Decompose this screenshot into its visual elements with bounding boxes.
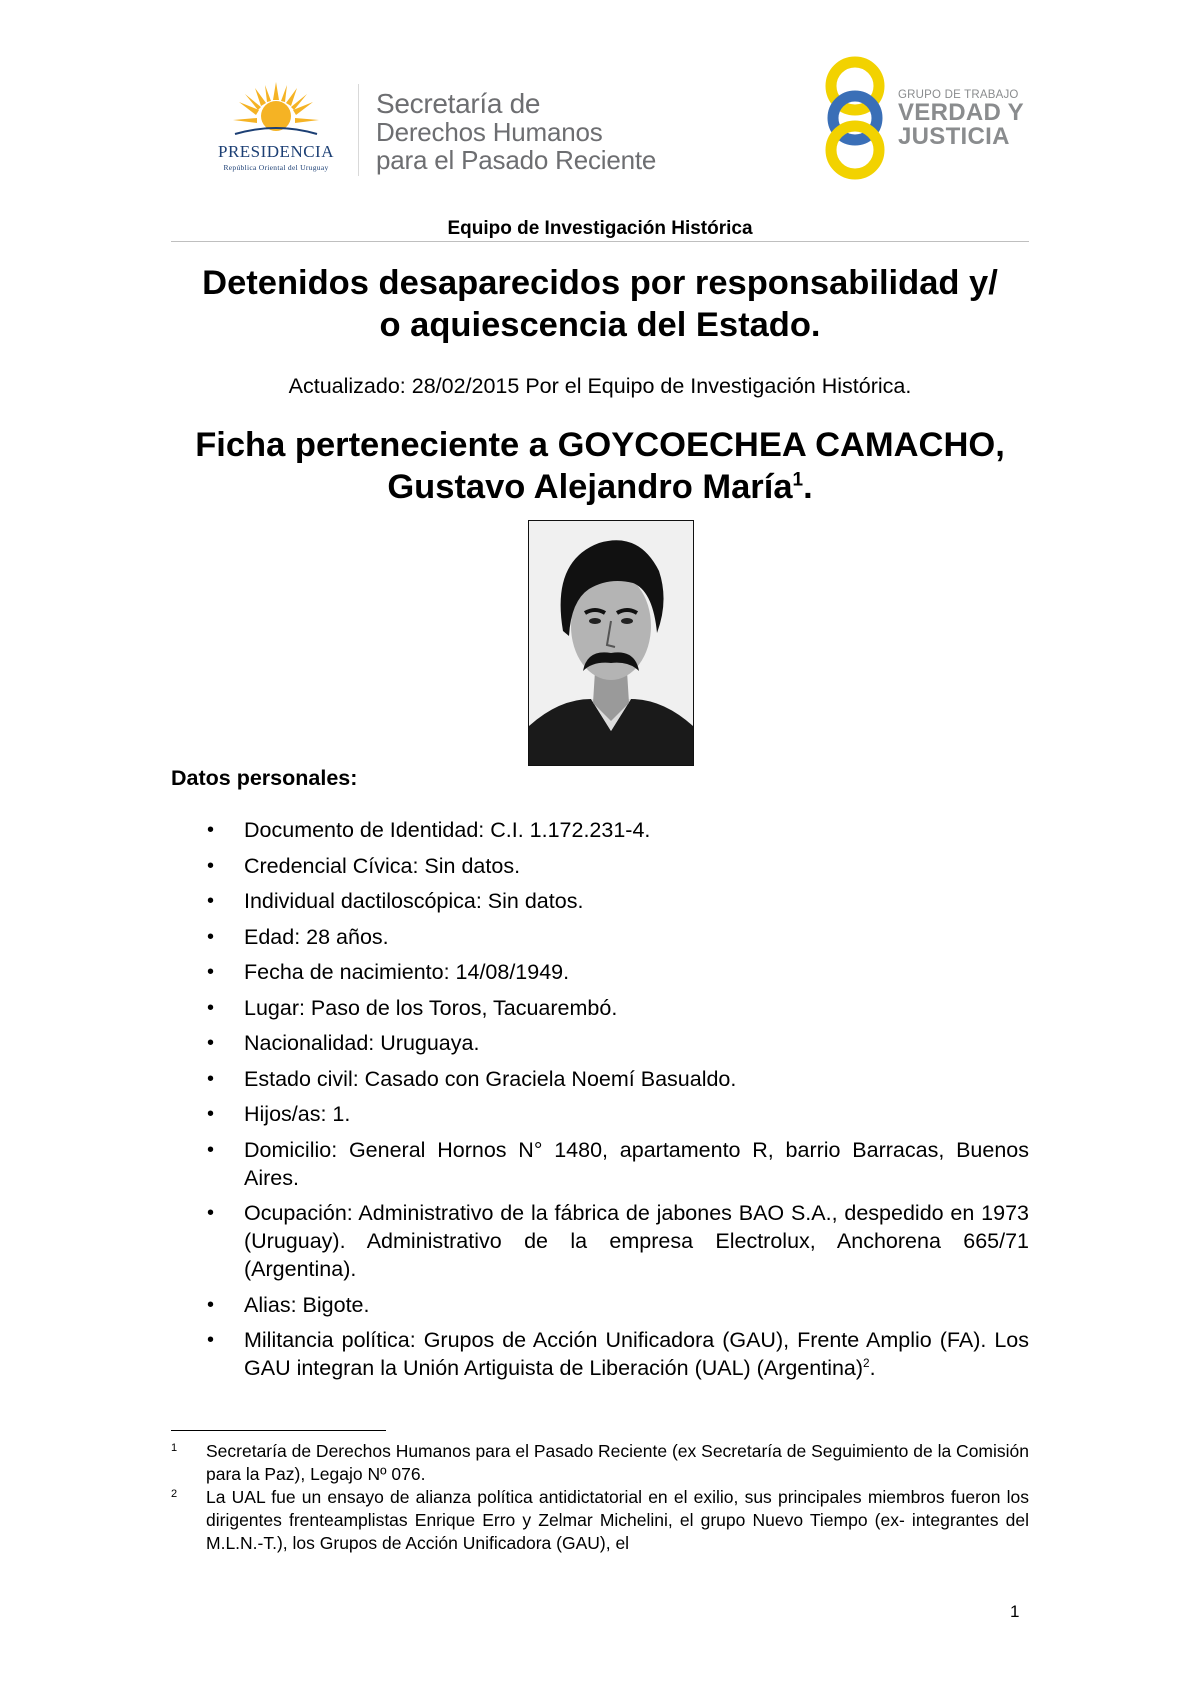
- bullet: •: [207, 854, 215, 877]
- secretaria-logo-text: [376, 90, 656, 174]
- ficha-period: .: [803, 468, 813, 506]
- footnote-ref-2[interactable]: 2: [863, 1355, 870, 1370]
- secretaria-line-3: para el Pasado Reciente: [376, 145, 657, 175]
- footnote-1: [171, 1440, 1029, 1486]
- updated-note: Actualizado: 28/02/2015 Por el Equipo de Investigación Histórica.: [288, 374, 912, 398]
- footnote-ref-1[interactable]: 1: [792, 469, 804, 491]
- list-item: [171, 1199, 1029, 1283]
- list-item-text: Lugar: Paso de los Toros, Tacuarembó.: [244, 995, 618, 1020]
- bullet: •: [207, 1138, 215, 1161]
- bullet: •: [207, 1067, 215, 1090]
- title-line-1: Detenidos desaparecidos por responsabilidad y/: [202, 264, 998, 302]
- list-item-text: Fecha de nacimiento: 14/08/1949.: [244, 960, 570, 984]
- footnote-number: 1: [171, 1442, 178, 1454]
- team-heading: Equipo de Investigación Histórica: [447, 218, 753, 239]
- title-line-2: o aquiescencia del Estado.: [379, 306, 821, 344]
- list-item-text: Individual dactiloscópica: Sin datos.: [244, 889, 584, 913]
- bullet: •: [207, 819, 215, 841]
- footnotes: [171, 1440, 1029, 1555]
- footnote-text: La UAL fue un ensayo de alianza política antidictatorial en el exilio, sus principales miembros fueron los dirigentes frenteamplistas Enrique Erro y Zelmar Michelini, el grupo Nuevo Tiempo (ex- integrantes del M.L.N.-T.), los Grupos de Acción Unificadora (GAU), el: [206, 1487, 1029, 1553]
- list-item-text: Estado civil: Casado con Graciela Noemí Basualdo.: [244, 1066, 737, 1091]
- bullet: •: [207, 1329, 215, 1351]
- personal-data-list: [171, 816, 1029, 1390]
- grupo-line-1: GRUPO DE TRABAJO: [898, 89, 1019, 101]
- list-item: [171, 994, 1029, 1022]
- bullet: •: [207, 1293, 215, 1316]
- list-item: [171, 958, 1029, 986]
- document-title: [171, 262, 1029, 346]
- list-item-text: Ocupación: Administrativo de la fábrica de jabones BAO S.A., despedido en 1973 (Uruguay). Administrativo de la empresa Electrolux, Anchorena 665/71 (Argentina).: [244, 1201, 1029, 1281]
- bullet: •: [207, 1032, 215, 1054]
- ficha-line-2: [171, 466, 1029, 508]
- portrait-photo: [528, 520, 694, 766]
- footnote-2: [171, 1486, 1029, 1555]
- presidencia-name: PRESIDENCIA: [217, 142, 334, 161]
- footnote-text: Secretaría de Derechos Humanos para el Pasado Reciente (ex Secretaría de Seguimiento de la Comisión para la Paz), Legajo Nº 076.: [206, 1441, 1029, 1484]
- personal-data-heading: Datos personales:: [171, 766, 358, 790]
- grupo-line-2: VERDAD Y: [898, 99, 1024, 126]
- footnote-number: 2: [171, 1488, 178, 1500]
- bullet: •: [207, 961, 215, 983]
- list-item: [171, 923, 1029, 951]
- presidencia-subtitle: República Oriental del Uruguay: [223, 163, 329, 172]
- grupo-line-3: JUSTICIA: [898, 123, 1010, 150]
- header-divider: [358, 84, 359, 176]
- list-item: [171, 816, 1029, 844]
- ficha-name: Gustavo Alejandro María: [387, 468, 793, 506]
- list-item-text: Hijos/as: 1.: [244, 1102, 351, 1126]
- list-item: [171, 1065, 1029, 1093]
- sun-emblem-icon: [233, 82, 319, 142]
- list-item-period: .: [869, 1356, 876, 1380]
- list-item-text: Nacionalidad: Uruguaya.: [244, 1031, 480, 1055]
- presidencia-logo: [196, 82, 356, 178]
- bullet: •: [207, 925, 215, 948]
- list-item: [171, 1326, 1029, 1382]
- list-item: [171, 852, 1029, 880]
- bullet: •: [207, 890, 215, 912]
- list-item-text: Domicilio: General Hornos N° 1480, apartamento R, barrio Barracas, Buenos Aires.: [244, 1137, 1029, 1190]
- grupo-text: [898, 89, 1024, 149]
- header-rule: [171, 241, 1029, 242]
- secretaria-line-1: Secretaría de: [376, 88, 541, 119]
- list-item-text: Documento de Identidad: C.I. 1.172.231-4.: [244, 818, 651, 842]
- page-number: 1: [1010, 1602, 1020, 1621]
- list-item: [171, 1136, 1029, 1192]
- ficha-title: [171, 424, 1029, 508]
- list-item: [171, 1100, 1029, 1128]
- list-item-text: Credencial Cívica: Sin datos.: [244, 853, 521, 878]
- list-item: [171, 887, 1029, 915]
- secretaria-line-2: Derechos Humanos: [376, 117, 603, 147]
- footnote-separator: [171, 1430, 386, 1431]
- list-item-text: Edad: 28 años.: [244, 924, 389, 949]
- list-item: [171, 1291, 1029, 1319]
- bullet: •: [207, 996, 215, 1019]
- grupo-verdad-justicia-logo: [822, 56, 1027, 180]
- interlocked-rings-icon: [822, 56, 894, 180]
- list-item-text: Alias: Bigote.: [244, 1292, 370, 1317]
- bullet: •: [207, 1103, 215, 1125]
- list-item-text: Militancia política: Grupos de Acción Unificadora (GAU), Frente Amplio (FA). Los GAU integran la Unión Artiguista de Liberación (UAL) (Argentina): [244, 1328, 1029, 1380]
- list-item: [171, 1029, 1029, 1057]
- bullet: •: [207, 1202, 215, 1224]
- ficha-line-1: Ficha perteneciente a GOYCOECHEA CAMACHO,: [195, 426, 1005, 464]
